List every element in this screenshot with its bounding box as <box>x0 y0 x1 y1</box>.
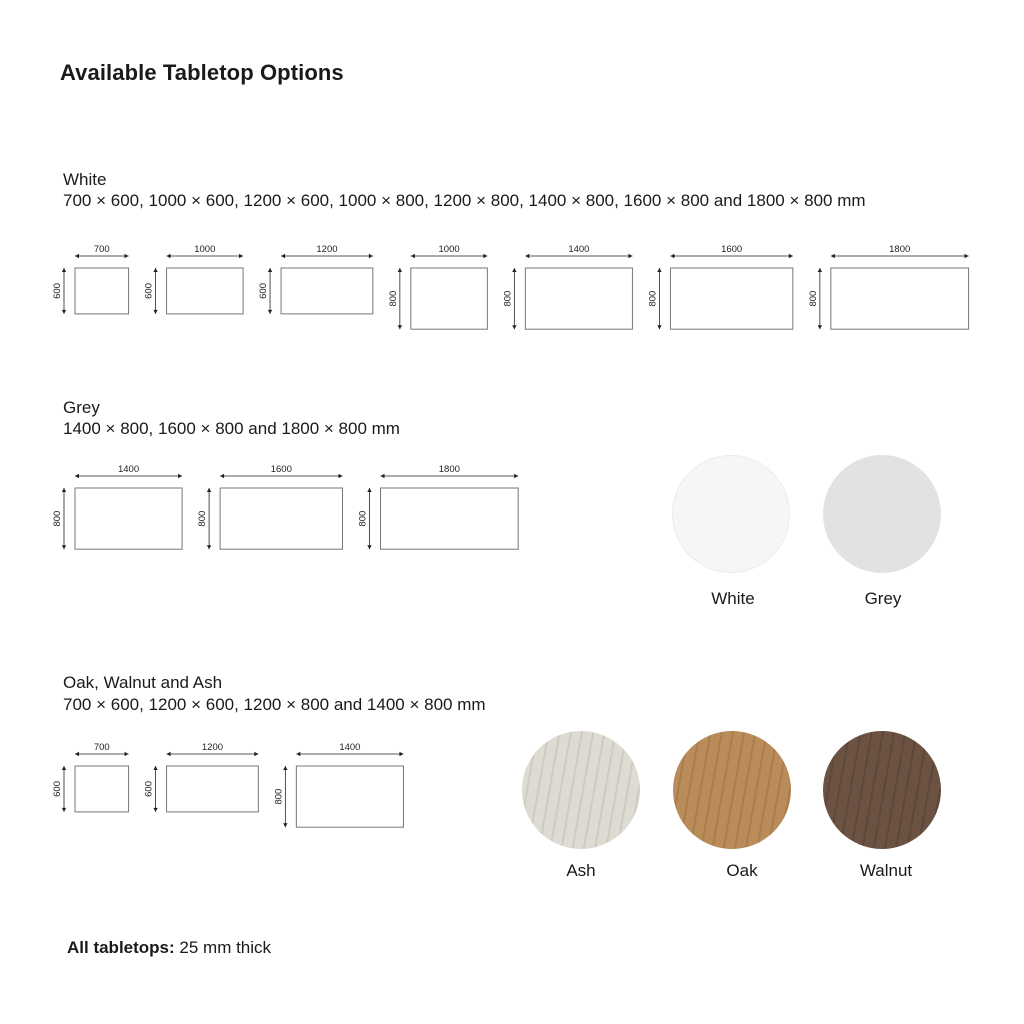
depth-label: 600 <box>52 781 63 797</box>
tabletop-rect <box>220 488 342 549</box>
tabletop-rect <box>167 766 259 812</box>
width-label: 1400 <box>117 464 140 475</box>
tabletop-rect <box>75 488 182 549</box>
swatch-white <box>672 455 790 573</box>
tabletop-rect <box>75 766 129 812</box>
tabletop-rect <box>411 268 488 329</box>
table-diagram-1800x800 <box>358 464 519 549</box>
width-label: 700 <box>93 244 110 255</box>
swatch-oak <box>673 731 791 849</box>
table-diagram-1800x800 <box>808 244 969 329</box>
width-label: 1600 <box>270 464 292 475</box>
swatch-label-walnut: Walnut <box>859 861 913 880</box>
table-diagram-1000x600 <box>144 244 244 314</box>
table-diagram-1400x800 <box>273 742 403 827</box>
table-diagram-1400x800 <box>502 244 632 329</box>
swatch-walnut <box>823 731 941 849</box>
tabletop-rect <box>670 268 792 329</box>
table-diagram-700x600 <box>52 244 129 314</box>
tabletop-rect <box>381 488 519 549</box>
width-label: 700 <box>93 742 110 753</box>
table-diagram-1000x800 <box>388 244 488 329</box>
group-title-grey: Grey <box>63 398 100 417</box>
width-label: 1200 <box>316 244 338 255</box>
width-label: 1800 <box>889 244 911 255</box>
depth-label: 800 <box>357 510 369 527</box>
depth-label: 800 <box>52 510 63 527</box>
depth-label: 600 <box>143 283 155 299</box>
page-title: Available Tabletop Options <box>60 60 344 85</box>
tabletop-rect <box>831 268 969 329</box>
depth-label: 600 <box>52 283 63 299</box>
footer-label: All tabletops: <box>67 938 175 957</box>
group-title-wood: Oak, Walnut and Ash <box>63 673 223 692</box>
swatch-grey <box>823 455 941 573</box>
footer-note <box>67 938 271 958</box>
swatch-ash <box>522 731 640 849</box>
depth-label: 800 <box>647 290 659 307</box>
table-diagrams-grey <box>40 456 560 560</box>
table-diagrams-wood <box>40 734 440 838</box>
depth-label: 600 <box>143 781 155 797</box>
tabletop-rect <box>281 268 373 314</box>
swatch-label-ash: Ash <box>566 861 596 880</box>
footer-value: 25 mm thick <box>174 938 272 957</box>
width-label: 1200 <box>201 742 224 753</box>
depth-label: 800 <box>807 290 819 307</box>
table-diagram-700x600 <box>52 742 129 812</box>
group-sizes-white: 700 × 600, 1000 × 600, 1200 × 600, 1000 × 800, 1200 × 800, 1400 × 800, 1600 × 800 and 1800 × 800 mm <box>63 191 866 210</box>
swatch-label-white: White <box>711 589 755 608</box>
table-diagram-1600x800 <box>197 464 342 549</box>
width-label: 1400 <box>568 244 590 255</box>
table-diagram-1400x800 <box>52 464 182 549</box>
width-label: 1400 <box>339 742 361 753</box>
table-diagrams-white <box>40 236 1000 340</box>
width-label: 1000 <box>438 244 460 255</box>
width-label: 1600 <box>721 244 743 255</box>
depth-label: 800 <box>273 788 285 805</box>
tabletop-rect <box>75 268 129 314</box>
table-diagram-1600x800 <box>647 244 792 329</box>
depth-label: 800 <box>502 290 514 307</box>
swatch-label-grey: Grey <box>864 589 902 608</box>
tabletop-rect <box>167 268 244 314</box>
swatch-label-oak: Oak <box>726 861 758 880</box>
depth-label: 600 <box>258 283 270 299</box>
width-label: 1800 <box>438 464 460 475</box>
width-label: 1000 <box>194 244 216 255</box>
table-diagram-1200x600 <box>258 244 373 314</box>
group-sizes-wood: 700 × 600, 1200 × 600, 1200 × 800 and 1400 × 800 mm <box>63 695 486 714</box>
tabletop-rect <box>296 766 403 827</box>
table-diagram-1200x600 <box>144 742 259 812</box>
depth-label: 800 <box>387 290 399 307</box>
group-title-white: White <box>63 170 107 189</box>
depth-label: 800 <box>197 510 209 527</box>
tabletop-rect <box>525 268 632 329</box>
group-sizes-grey: 1400 × 800, 1600 × 800 and 1800 × 800 mm <box>63 419 400 438</box>
